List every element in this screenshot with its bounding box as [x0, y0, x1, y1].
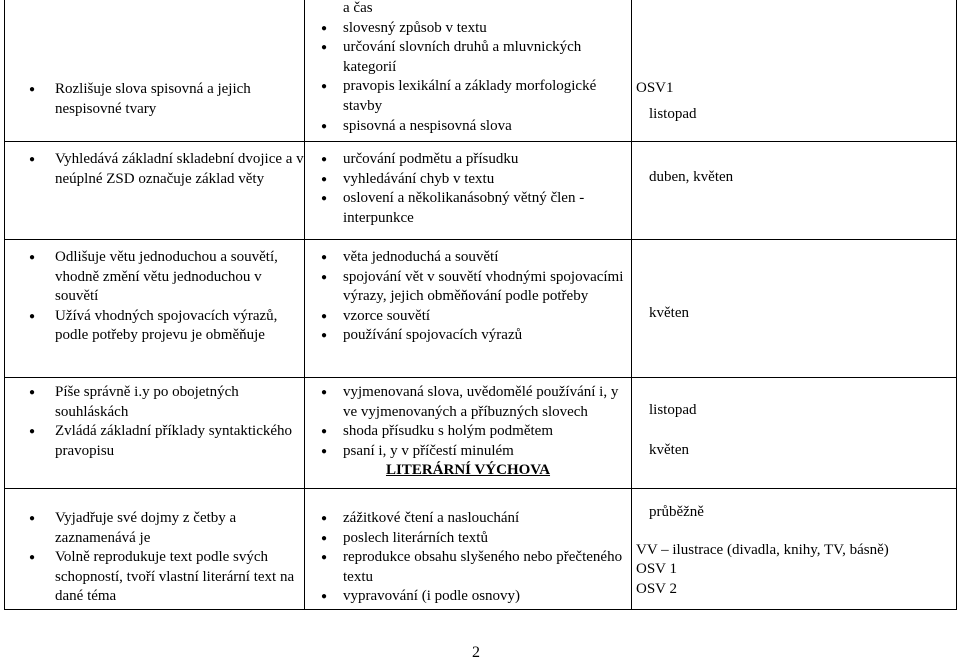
term-frequency: průběžně — [649, 504, 704, 520]
topic-item: ● spisovná a nespisovná slova — [315, 117, 631, 137]
term-osv: OSV 2 — [636, 580, 677, 597]
term-vv: VV – ilustrace (divadla, knihy, TV, básně) — [636, 541, 889, 558]
topic-item: ● vzorce souvětí — [315, 307, 631, 327]
topic-item: ● vyhledávání chyb v textu — [315, 170, 631, 190]
section-heading: LITERÁRNÍ VÝCHOVA — [385, 462, 551, 479]
topic-item: ● spojování vět v souvětí vhodnými spojovacími výrazy, jejich obměňování podle potřeby — [315, 268, 631, 307]
topic-item: ● shoda přísudku s holým podmětem — [315, 422, 631, 442]
topic-item: ● poslech literárních textů — [315, 529, 631, 549]
topic-item: ● určování podmětu a přísudku — [315, 150, 631, 170]
table-row — [5, 378, 957, 489]
table-row — [5, 240, 957, 378]
term-month: listopad — [649, 402, 697, 418]
topic-item: ● slovesný způsob v textu — [315, 19, 631, 39]
terms-cell — [632, 142, 957, 240]
topic-item: ● zážitkové čtení a naslouchání — [315, 509, 631, 529]
outcomes-cell — [5, 142, 305, 240]
outcomes-cell — [5, 0, 305, 142]
term-osv: OSV1 — [636, 80, 674, 96]
outcome-item: ● Zvládá základní příklady syntaktického pravopisu — [5, 422, 304, 461]
terms-cell — [632, 240, 957, 378]
table-row — [5, 142, 957, 240]
topics-cell — [305, 378, 632, 489]
topic-item: ● vypravování (i podle osnovy) — [315, 587, 631, 607]
topic-item: ● psaní i, y v příčestí minulém — [315, 442, 631, 462]
outcomes-cell — [5, 378, 305, 489]
topic-item: ● reprodukce obsahu slyšeného nebo přečteného textu — [315, 548, 631, 587]
term-month: listopad — [649, 105, 697, 122]
topic-item: ● oslovení a několikanásobný větný člen - interpunkce — [315, 189, 631, 228]
outcome-item: ● Odlišuje větu jednoduchou a souvětí, vhodně změní větu jednoduchou v souvětí — [5, 248, 304, 307]
table-row — [5, 0, 957, 142]
outcome-item: ● Píše správně i.y po obojetných souhláskách — [5, 383, 304, 422]
outcome-item: ● Volně reprodukuje text podle svých schopností, tvoří vlastní literární text na dané téma — [5, 548, 304, 607]
topic-item: a čas — [343, 0, 373, 16]
term-osv: OSV 1 — [636, 561, 677, 578]
topic-item: ● věta jednoduchá a souvětí — [315, 248, 631, 268]
outcome-item: ● Vyjadřuje své dojmy z četby a zaznamenává je — [5, 509, 304, 548]
terms-cell — [632, 378, 957, 489]
outcome-item: ● Užívá vhodných spojovacích výrazů, podle potřeby projevu je obměňuje — [5, 307, 304, 346]
topics-cell — [305, 489, 632, 610]
terms-cell — [632, 489, 957, 610]
table-row — [5, 489, 957, 610]
terms-cell — [632, 0, 957, 142]
term-month: květen — [649, 305, 689, 321]
topics-cell — [305, 142, 632, 240]
page-number: 2 — [472, 644, 480, 661]
term-month: květen — [649, 441, 689, 458]
outcomes-cell — [5, 240, 305, 378]
curriculum-table — [4, 0, 957, 610]
outcomes-cell — [5, 489, 305, 610]
topic-item: ● určování slovních druhů a mluvnických kategorií — [315, 38, 631, 77]
topic-item: ● používání spojovacích výrazů — [315, 326, 631, 346]
topic-item: ● pravopis lexikální a základy morfologické stavby — [315, 77, 631, 116]
outcome-item: ● Rozlišuje slova spisovná a jejich nespisovné tvary — [5, 80, 304, 119]
topics-cell — [305, 0, 632, 142]
term-month: duben, květen — [649, 169, 734, 185]
outcome-item: ● Vyhledává základní skladební dvojice a v neúplné ZSD označuje základ věty — [5, 150, 304, 189]
topic-item: ● vyjmenovaná slova, uvědomělé používání i, y ve vyjmenovaných a příbuzných slovech — [315, 383, 631, 422]
topics-cell — [305, 240, 632, 378]
